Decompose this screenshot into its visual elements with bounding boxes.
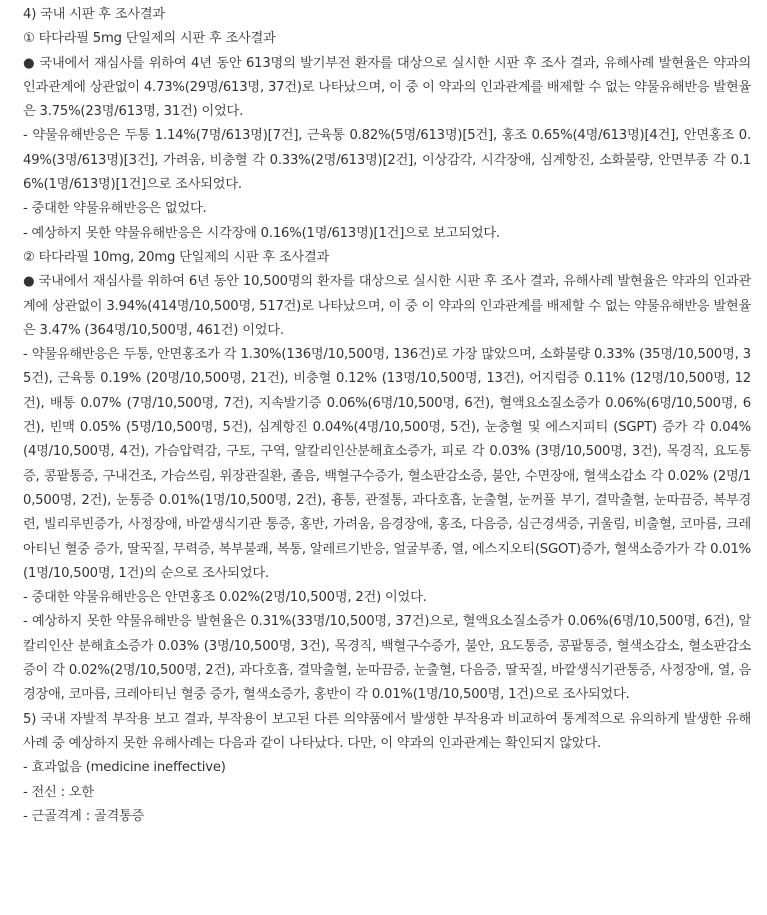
paragraph: - 약물유해반응은 두통 1.14%(7명/613명)[7건], 근육통 0.82%(5명/613명)[5건], 홍조 0.65%(4명/613명)[4건], 안면홍조 0.49%(3명/613명)[3건], 가려움, 비충혈 각 0.33%(2명/613명)[2건], 이상감각, 시각장애, 심계항진, 소화불량, 안면부종 각 0.16%(1명/613명)[1건]으로 조사되었다. — [23, 128, 751, 193]
subsection-heading: ② 타다라필 10mg, 20mg 단일제의 시판 후 조사결과 — [23, 249, 330, 265]
section-heading: 4) 국내 시판 후 조사결과 — [23, 7, 165, 22]
paragraph: - 예상하지 못한 약물유해반응 발현율은 0.31%(33명/10,500명, 37건)으로, 혈액요소질소증가 0.06%(6명/10,500명, 6건), 알칼리인산 분해효소증가 0.03% (3명/10,500명, 3건), 목경직, 백혈구수증가, 불안, 요도통증, 콩팥통증, 혈색소감소, 혈소판감소증이 각 0.02%(2명/10,500명, 2건), 과다호흡, 결막출혈, 눈따끔증, 눈출혈, 다음증, 딸꾹질, 바깥생식기관통증, 사정장애, 열, 음경장애, 코마름, 크레아티닌 혈중 증가, 혈색소증가, 홍반이 각 0.01%(1명/10,500명, 1건)으로 조사되었다. — [23, 614, 751, 703]
list-item: - 근골격계 : 골격통증 — [23, 808, 145, 824]
section-heading: 5) 국내 자발적 부작용 보고 결과, 부작용이 보고된 다른 의약품에서 발생한 부작용과 비교하여 통계적으로 유의하게 발생한 유해사례 중 예상하지 못한 유해사례는 다음과 같이 나타났다. 다만, 이 약과의 인과관계는 확인되지 않았다. — [23, 711, 751, 751]
paragraph: ● 국내에서 재심사를 위하여 4년 동안 613명의 발기부전 환자를 대상으로 실시한 시판 후 조사 결과, 유해사례 발현율은 약과의 인과관계에 상관없이 4.73%(29명/613명, 37건)로 나타났으며, 이 중 이 약과의 인과관계를 배제할 수 없는 약물유해반응 발현율은 3.75%(23명/613명, 31건) 이었다. — [23, 55, 751, 120]
paragraph: - 약물유해반응은 두통, 안면홍조가 각 1.30%(136명/10,500명, 136건)로 가장 많았으며, 소화불량 0.33% (35명/10,500명, 35건), 근육통 0.19% (20명/10,500명, 21건), 비충혈 0.12% (13명/10,500명, 13건), 어지럼증 0.11% (12명/10,500명, 12건), 배통 0.07% (7명/10,500명, 7건), 지속발기증 0.06%(6명/10,500명, 6건), 혈액요소질소증가 0.06%(6명/10,500명, 6건), 빈맥 0.05% (5명/10,500명, 5건), 심계항진 0.04%(4명/10,500명, 5건), 눈충혈 및 에스지피티 (SGPT) 증가 각 0.04% (4명/10,500명, 4건), 가슴압력감, 구토, 구역, 알칼리인산분해효소증가, 피로 각 0.03% (3명/10,500명, 3건), 목경직, 요도통증, 콩팥통증, 구내건조, 가슴쓰림, 위장관질환, 졸음, 백혈구수증가, 혈소판감소증, 불안, 수면장애, 혈색소감소 각 0.02% (2명/10,500명, 2건), 눈통증 0.01%(1명/10,500명, 2건), 흉통, 관절통, 과다호흡, 눈출혈, 눈꺼풀 부기, 결막출혈, 눈따끔증, 복부경련, 빌리루빈증가, 사정장애, 바깥생식기관 통증, 홍반, 가려움, 음경장애, 홍조, 다음증, 심근경색증, 귀울림, 비출혈, 코마름, 크레아티닌 혈중 증가, 딸꾹질, 무력증, 복부불쾌, 복통, 알레르기반응, 얼굴부종, 열, 에스지오티(SGOT)증가, 혈색소증가가 각 0.01% (1명/10,500명, 1건)의 순으로 조사되었다. — [23, 347, 751, 581]
paragraph: - 중대한 약물유해반응은 없었다. — [23, 201, 207, 217]
paragraph: - 예상하지 못한 약물유해반응은 시각장애 0.16%(1명/613명)[1건]으로 보고되었다. — [23, 225, 500, 241]
paragraph: ● 국내에서 재심사를 위하여 6년 동안 10,500명의 환자를 대상으로 실시한 시판 후 조사 결과, 유해사례 발현율은 약과의 인과관계에 상관없이 3.94%(414명/10,500명, 517건)로 나타났으며, 이 중 이 약과의 인과관계를 배제할 수 없는 약물유해반응 발현율은 3.47% (364명/10,500명, 461건) 이었다. — [23, 274, 751, 338]
list-item: - 효과없음 (medicine ineffective) — [23, 760, 226, 776]
paragraph: - 중대한 약물유해반응은 안면홍조 0.02%(2명/10,500명, 2건) 이었다. — [23, 590, 427, 606]
subsection-heading: ① 타다라필 5mg 단일제의 시판 후 조사결과 — [23, 31, 276, 47]
list-item: - 전신 : 오한 — [23, 784, 94, 800]
